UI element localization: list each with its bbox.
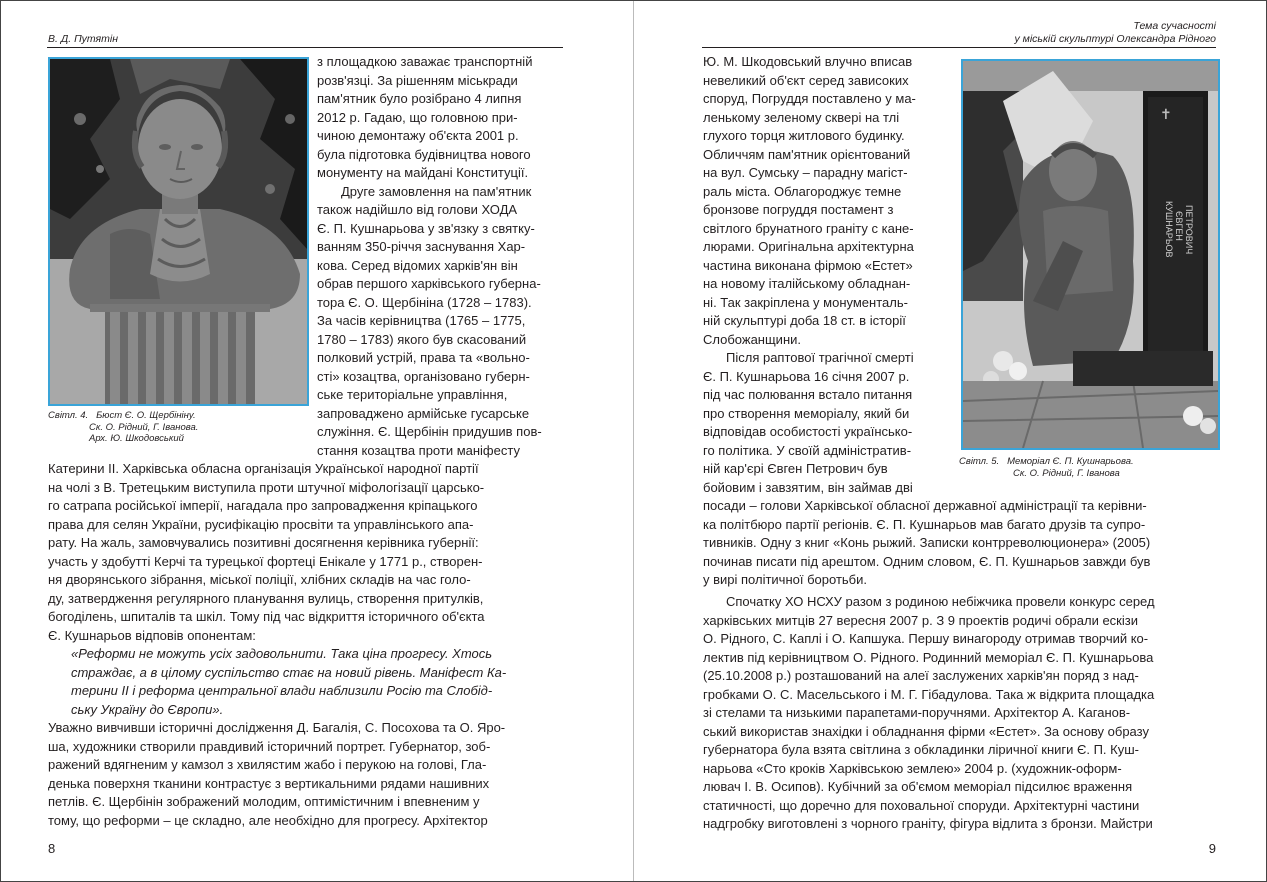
body-line: Катерини ІІ. Харківська обласна організація Української народної партії — [48, 461, 479, 476]
body-line: ражений вдягненим у камзол з хвилястим жабо і перукою на голові, Гла- — [48, 757, 487, 772]
body-line: Є. Кушнарьов відповів опонентам: — [48, 627, 256, 643]
quote-line: страждає, а в цілому суспільство стає на новий рівень. Маніфест Ка- — [71, 664, 507, 680]
bust-caption — [48, 410, 308, 445]
right-running-head-line: у міській скульптурі Олександра Рідного — [1014, 33, 1216, 45]
column-line: ське територіальне управління, — [317, 387, 508, 402]
memorial-caption — [959, 456, 1229, 479]
body-line: петлів. Є. Щербінін зображений молодим, оптимістичним і впевненим у — [48, 794, 480, 809]
column-line: раль міста. Облагороджує темне — [703, 183, 902, 199]
column-line: споруд, Погруддя поставлено у ма- — [703, 91, 916, 106]
column-line: з площадкою заважає транспортній — [317, 54, 533, 69]
column-line: про створення меморіалу, який би — [703, 405, 910, 421]
memorial-caption-line: Ск. О. Рідний, Г. Іванова — [1013, 467, 1120, 479]
bust-caption-line: Ск. О. Рідний, Г. Іванова. — [89, 421, 199, 433]
column-line: стання козацтва проти маніфесту — [317, 442, 520, 458]
stele-inscription-line: КУШНАРЬОВ — [1164, 201, 1174, 258]
body-line: денька поверхня тканини контрастує з вертикальними рядами нашивних — [48, 775, 490, 791]
body-line: ша, художники створили правдивий історичний портрет. Губернатор, зоб- — [48, 738, 491, 754]
bust-caption-line: Арх. Ю. Шкодовський — [89, 433, 184, 444]
body-line: права для селян України, русифікацію просвіти та управлінського апа- — [48, 516, 474, 532]
left-header-rule — [47, 47, 563, 48]
column-line: також надійшло від голови ХОДА — [317, 202, 518, 217]
body-line: Спочатку ХО НСХУ разом з родиною небіжчика провели конкурс серед — [726, 594, 1155, 609]
body-line: губернатора була взята світлина з обкладинки ліричної книги Є. П. Куш- — [703, 742, 1139, 757]
memorial-photo — [961, 59, 1220, 450]
body-line: нарьова «Сто кроків Харківською землею» 2004 р. (художник-оформ- — [703, 760, 1122, 776]
body-line: лювач І. В. Осипов). Кубічний за об'ємом меморіал підсилює враження — [703, 779, 1133, 794]
body-line: Уважно вивчивши історичні дослідження Д. Багалія, С. Посохова та О. Яро- — [48, 720, 506, 735]
right-header-rule — [702, 47, 1216, 48]
column-line: відповідав особистості українсько- — [703, 424, 913, 439]
column-line: ні. Так закріплена у монументаль- — [703, 294, 908, 310]
left-page — [1, 1, 633, 881]
column-line: невеликий об'єкт серед зависоких — [703, 72, 909, 88]
column-line: Друге замовлення на пам'ятник — [341, 183, 532, 199]
column-line: 2012 р. Гадаю, що головною при- — [317, 109, 518, 125]
body-line: О. Рідного, С. Каплі і О. Капшука. Першу винагороду отримав творчий ко- — [703, 631, 1149, 646]
bust-caption-line: Бюст Є. О. Щербініну. — [96, 410, 196, 421]
column-line: бойовим і завзятим, він займав дві — [703, 479, 913, 495]
column-line: Обличчям пам'ятник орієнтований — [703, 146, 911, 162]
body-line: гробками О. С. Масельського і М. Г. Гібадулова. Така ж відкрита площадка — [703, 686, 1155, 702]
column-line: Ю. М. Шкодовський влучно вписав — [703, 54, 913, 69]
body-line: надгробку виготовлені з чорного граніту, фігура відлита з бронзи. Майстри — [703, 816, 1153, 831]
column-line: на вул. Сумську – парадну магіст- — [703, 165, 908, 180]
column-line: ванням 350-річчя заснування Хар- — [317, 239, 526, 254]
column-line: тора Є. О. Щербініна (1728 – 1783). — [317, 294, 532, 310]
quote-line: «Реформи не можуть усіх задовольнити. Така ціна прогресу. Хтось — [71, 646, 493, 661]
column-line: 1780 – 1783) якого був скасований — [317, 331, 527, 347]
column-line: на новому італійському обладнан- — [703, 276, 911, 291]
quote-line: ську Україну до Європи». — [71, 701, 224, 717]
column-line: світлого брунатного граніту с кане- — [703, 220, 914, 236]
body-line: тивників. Одну з книг «Конь рыжий. Записки контрреволюционера» (2005) — [703, 535, 1151, 550]
column-line: Після раптової трагічної смерті — [726, 350, 914, 365]
body-line: ський використав знахідки і обладнання фірми «Естет». За основу образу — [703, 723, 1149, 739]
column-line: запроваджено армійське гусарське — [317, 405, 530, 421]
body-line: харківських митців 27 вересня 2007 р. З 9 проектів родичі обрали ескізи — [703, 612, 1138, 628]
right-page-number: 9 — [1208, 841, 1216, 856]
column-line: обрав першого харківського губерна- — [317, 276, 541, 291]
body-line: го сатрапа російської імперії, нагадала про запровадження кріпацького — [48, 498, 478, 513]
body-line: (25.10.2008 р.) розташований на алеї заслужених харків'ян поряд з над- — [703, 668, 1139, 683]
left-running-head: В. Д. Путятін — [48, 33, 119, 45]
column-line: частина виконана фірмою «Естет» — [703, 257, 913, 273]
column-line: кова. Серед відомих харків'ян він — [317, 257, 518, 273]
column-line: глухого торця житлового будинку. — [703, 128, 905, 143]
body-line: посади – голови Харківської обласної державної адміністрації та керівни- — [703, 498, 1147, 513]
column-line: пам'ятник було розібрано 4 липня — [317, 91, 522, 106]
column-line: полковий устрій, права та «вольно- — [317, 350, 530, 365]
column-line: розв'язці. За рішенням міськради — [317, 72, 518, 88]
column-line: бронзове погруддя постамент з — [703, 202, 894, 217]
body-line: ка політбюро партії регіонів. Є. П. Кушнарьов мав багато друзів та супро- — [703, 516, 1146, 532]
column-line: була підготовка будівництва нового — [317, 146, 531, 162]
memorial-caption-line: Меморіал Є. П. Кушнарьова. — [1007, 456, 1134, 467]
body-line: статичності, що доречно для поховальної споруди. Архітектурні частини — [703, 797, 1140, 813]
column-line: го політика. У своїй адміністратив- — [703, 442, 912, 458]
right-page — [634, 1, 1266, 881]
column-line: під час полювання встало питання — [703, 387, 913, 402]
column-line: монументу на майдані Конституції. — [317, 165, 529, 180]
body-line: починав писати під арештом. Одним словом, Є. П. Кушнарьов завжди був — [703, 553, 1151, 569]
quote-line: терини ІІ і реформа центральної влади наблизили Росію та Слобід- — [71, 683, 493, 698]
column-line: ній скульптурі доба 18 ст. в історії — [703, 313, 906, 328]
body-line: ня дворянського зібрання, міської поліції, хлібних складів на час голо- — [48, 572, 471, 587]
body-line: рату. На жаль, замовчувались позитивні досягнення керівника губернії: — [48, 535, 479, 550]
stele-inscription-line: ЄВГЕН — [1174, 211, 1184, 241]
memorial-caption-label: Світл. 5. — [959, 456, 1000, 467]
column-line: ленькому зеленому сквері на тлі — [703, 109, 900, 125]
bust-illustration — [50, 59, 307, 404]
body-line: участь у здобутті Керчі та турецької фортеці Енікале у 1771 р., створен- — [48, 553, 483, 569]
stele-inscription-line: ПЕТРОВИЧ — [1184, 205, 1194, 255]
column-line: ній кар'єрі Євген Петрович був — [703, 461, 888, 476]
right-running-head-line: Тема сучасності — [1133, 20, 1216, 32]
column-line: чиною демонтажу об'єкта 2001 р. — [317, 128, 519, 143]
column-line: Слобожанщини. — [703, 331, 801, 347]
svg-text:✝: ✝ — [1160, 108, 1172, 123]
column-line: Є. П. Кушнарьова у зв'язку з святку- — [317, 220, 535, 236]
body-line: на чолі з В. Третецьким виступила проти штучної міфологізації царсько- — [48, 479, 485, 495]
column-line: служіння. Є. Щербінін придушив пов- — [317, 424, 542, 439]
bust-caption-label: Світл. 4. — [48, 410, 89, 421]
body-line: ду, затвердження регулярного планування вулиць, створення притулків, — [48, 590, 484, 606]
column-line: сті» козацтва, організовано губерн- — [317, 368, 530, 384]
column-line: люрами. Оригінальна архітектурна — [703, 239, 914, 254]
body-line: лектив під керівництвом О. Рідного. Родинний меморіал Є. П. Кушнарьова — [703, 649, 1154, 665]
left-page-number: 8 — [48, 841, 56, 856]
column-line: За часів керівництва (1765 – 1775, — [317, 313, 526, 328]
body-line: тому, що реформи – це складно, але необхідно для прогресу. Архітектор — [48, 812, 488, 828]
column-line: Є. П. Кушнарьова 16 січня 2007 р. — [703, 368, 910, 384]
body-line: богоділень, шпиталів та шкіл. Тому під час відкриття історичного об'єкта — [48, 609, 485, 624]
body-line: зі стелами та низькими парапетами-поручнями. Архітектор А. Каганов- — [703, 705, 1131, 720]
memorial-illustration — [963, 61, 1218, 448]
body-line: у вирі політичної боротьби. — [703, 572, 867, 587]
bust-photo — [48, 57, 309, 406]
